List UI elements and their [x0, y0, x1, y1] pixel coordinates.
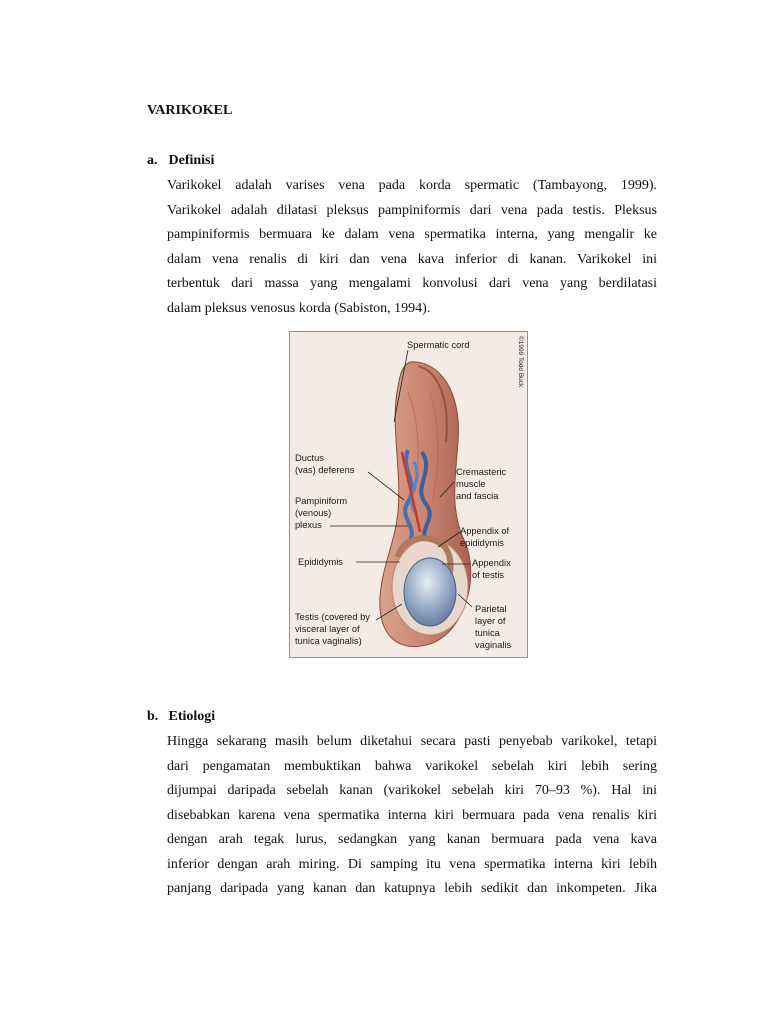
anatomy-figure [289, 331, 528, 658]
label-parietal-3: tunica [475, 628, 500, 638]
section-b-number: b. [147, 709, 159, 724]
label-ductus-1: Ductus [295, 453, 324, 463]
paragraph-line: terbentuk dari massa yang mengalami konvolusi dari vena yang berdilatasi [167, 276, 657, 291]
label-spermatic-cord: Spermatic cord [407, 340, 470, 350]
paragraph-line: dalam pleksus venosus korda (Sabiston, 1994). [167, 300, 431, 316]
paragraph-line: panjang daripada yang kanan dan katupnya lebih sedikit dan inkompeten. Jika [167, 881, 657, 896]
document-title: VARIKOKEL [147, 103, 233, 118]
label-pampiniform-1: Pampiniform [295, 496, 348, 506]
section-a-paragraph [167, 174, 657, 321]
section-a-title: Definisi [168, 153, 215, 168]
label-testis-1: Testis (covered by [295, 612, 370, 622]
paragraph-line: dijumpai daripada sebelah kanan (varikokel sebelah kiri 70–93 %). Hal ini [167, 783, 657, 798]
label-parietal-2: layer of [475, 616, 506, 626]
label-testis-2: visceral layer of [295, 624, 360, 634]
label-pampiniform-2: (venous) [295, 508, 332, 518]
label-cremasteric-1: Cremasteric [456, 467, 507, 477]
label-cremasteric-2: muscle [456, 479, 486, 489]
section-a-heading [147, 153, 214, 169]
anatomy-illustration [290, 332, 527, 657]
label-testis-3: tunica vaginalis) [295, 636, 362, 646]
section-b-heading [147, 709, 215, 725]
label-epididymis: Epididymis [298, 557, 343, 567]
paragraph-line: dengan arah tegak lurus, sedangkan yang kanan bermuara pada vena kava [167, 832, 657, 847]
paragraph-line: inferior dengan arah miring. Di samping itu vena spermatika interna kiri lebih [167, 856, 657, 872]
paragraph-line: Varikokel adalah dilatasi pleksus pampiniformis dari vena pada testis. Pleksus [167, 202, 657, 218]
section-b-title: Etiologi [168, 709, 216, 724]
label-pampiniform-3: plexus [295, 520, 322, 530]
label-cremasteric-3: and fascia [456, 491, 499, 501]
section-b-paragraph [167, 730, 657, 902]
label-appendix-epididymis-1: Appendix of [460, 526, 510, 536]
paragraph-line: dari pengamatan membuktikan bahwa varikokel sebelah kiri lebih sering [167, 758, 657, 774]
label-ductus-2: (vas) deferens [295, 465, 355, 475]
label-appendix-testis-1: Appendix [472, 558, 511, 568]
paragraph-line: pampiniformis bermuara ke dalam vena spermatika interna, yang mengalir ke [167, 227, 657, 242]
figure-credit: ©1999 Todd Buck [517, 336, 524, 388]
paragraph-line: Varikokel adalah varises vena pada korda spermatic (Tambayong, 1999). [167, 178, 657, 193]
paragraph-line: dalam vena renalis di kiri dan vena kava inferior di kanan. Varikokel ini [167, 251, 657, 267]
label-appendix-epididymis-2: epididymis [460, 538, 504, 548]
section-a-number: a. [147, 153, 158, 168]
paragraph-line: disebabkan karena vena spermatika interna kiri bermuara pada vena renalis kiri [167, 807, 657, 823]
label-parietal-1: Parietal [475, 604, 507, 614]
label-appendix-testis-2: of testis [472, 570, 505, 580]
label-parietal-4: vaginalis [475, 640, 512, 650]
testis-shape [404, 558, 456, 626]
paragraph-line: Hingga sekarang masih belum diketahui secara pasti penyebab varikokel, tetapi [167, 734, 657, 749]
